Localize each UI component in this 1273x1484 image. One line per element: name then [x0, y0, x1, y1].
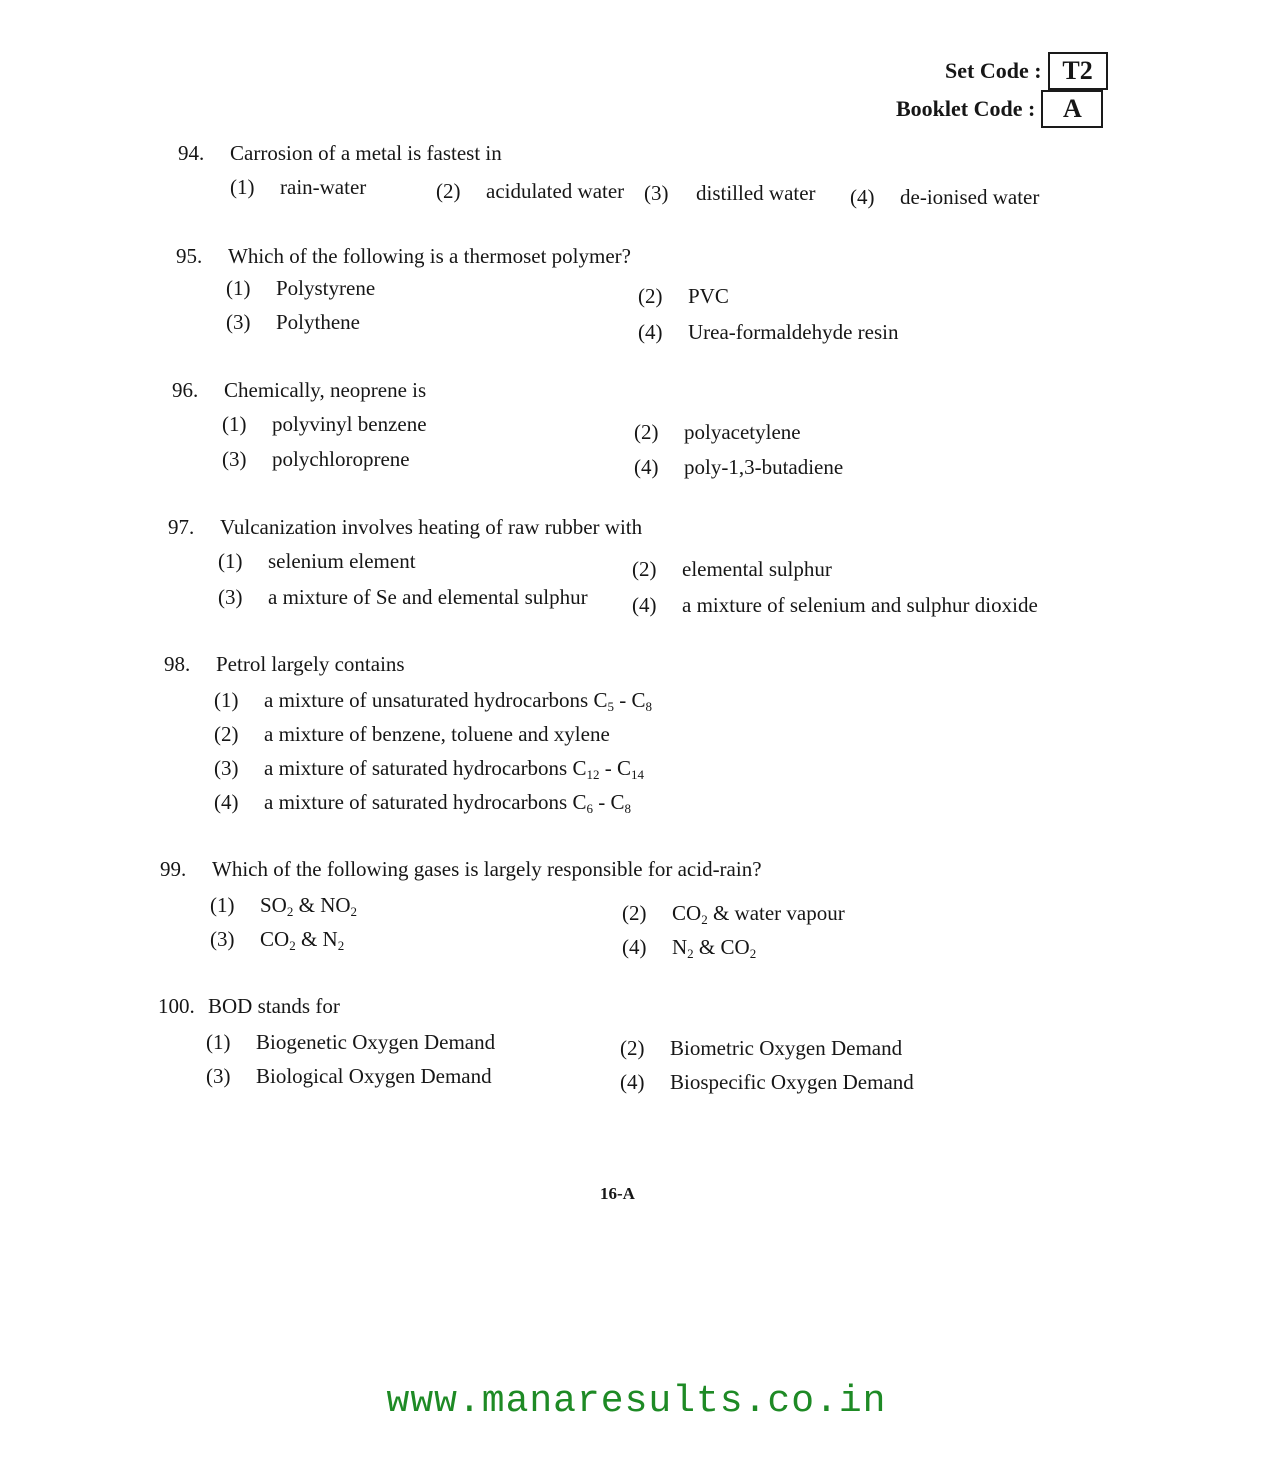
subscript: 14	[631, 767, 644, 782]
option-text: rain-water	[280, 175, 367, 199]
option-text: a mixture of selenium and sulphur dioxide	[682, 593, 1038, 617]
set-code-label: Set Code :	[945, 58, 1042, 83]
subscript: 2	[350, 904, 358, 919]
subscript: 8	[645, 699, 652, 714]
subscript: 5	[607, 699, 614, 714]
option-text: polyacetylene	[684, 420, 801, 444]
page-number: 16-A	[600, 1184, 635, 1203]
option-text: Polythene	[276, 310, 360, 334]
option-number: (3)	[218, 585, 243, 609]
option-text: distilled water	[696, 181, 816, 205]
option-number: (4)	[638, 320, 663, 344]
formula-text: & N	[295, 927, 338, 951]
option-number: (4)	[850, 185, 875, 209]
option-number: (2)	[622, 901, 647, 925]
question-text: Petrol largely contains	[216, 652, 405, 676]
option-number: (4)	[214, 790, 239, 814]
option-text: poly-1,3-butadiene	[684, 455, 844, 479]
option-text: a mixture of Se and elemental sulphur	[268, 585, 588, 609]
subscript: 6	[586, 801, 593, 816]
option-text: elemental sulphur	[682, 557, 832, 581]
option-text: Biological Oxygen Demand	[256, 1064, 492, 1088]
formula-text: & water vapour	[707, 901, 845, 925]
formula-text: a mixture of saturated hydrocarbons C	[264, 790, 587, 814]
option-number: (4)	[634, 455, 659, 479]
option-text	[260, 926, 344, 952]
question-99	[160, 856, 1060, 966]
option-number: (3)	[210, 927, 235, 951]
question-text: Which of the following is a thermoset polymer?	[228, 244, 631, 268]
question-number: 95.	[176, 244, 203, 268]
option-number: (1)	[210, 893, 235, 917]
option-text: de-ionised water	[900, 185, 1040, 209]
option-text: Biogenetic Oxygen Demand	[256, 1030, 496, 1054]
option-text	[672, 934, 756, 960]
subscript: 2	[337, 938, 345, 953]
option-text	[264, 687, 652, 713]
option-text: Polystyrene	[276, 276, 376, 300]
question-96	[172, 377, 1072, 487]
option-number: (2)	[436, 179, 461, 203]
option-text	[260, 892, 357, 918]
option-text: polychloroprene	[272, 447, 410, 471]
question-97	[168, 514, 1128, 624]
option-number: (2)	[632, 557, 657, 581]
subscript: 2	[749, 946, 757, 961]
question-number: 96.	[172, 378, 199, 402]
option-number: (2)	[620, 1036, 645, 1060]
option-text: Biometric Oxygen Demand	[670, 1036, 903, 1060]
subscript: 2	[701, 912, 708, 927]
question-number: 98.	[164, 652, 191, 676]
question-text: Carrosion of a metal is fastest in	[230, 141, 502, 165]
option-text: acidulated water	[486, 179, 625, 203]
formula-text: - C	[614, 688, 646, 712]
option-text: PVC	[688, 284, 729, 308]
question-number: 100.	[158, 994, 195, 1018]
option-number: (1)	[214, 688, 239, 712]
question-text: BOD stands for	[208, 994, 340, 1018]
option-number: (4)	[620, 1070, 645, 1094]
option-text: Urea-formaldehyde resin	[688, 320, 899, 344]
formula-text: N	[672, 935, 688, 959]
subscript: 8	[624, 801, 631, 816]
option-number: (3)	[214, 756, 239, 780]
formula-text: CO	[672, 901, 702, 925]
question-95	[176, 243, 1076, 353]
formula-text: - C	[593, 790, 625, 814]
question-number: 97.	[168, 515, 195, 539]
option-text: Biospecific Oxygen Demand	[670, 1070, 914, 1094]
option-text	[672, 900, 845, 926]
set-code-value: T2	[1048, 52, 1108, 90]
formula-text: SO	[260, 893, 287, 917]
question-94	[178, 140, 1138, 210]
question-text: Vulcanization involves heating of raw rubber with	[220, 515, 643, 539]
subscript: 2	[286, 904, 294, 919]
option-text: a mixture of benzene, toluene and xylene	[264, 722, 610, 746]
option-text	[264, 755, 644, 781]
subscript: 2	[289, 938, 296, 953]
option-number: (1)	[218, 549, 243, 573]
option-text: polyvinyl benzene	[272, 412, 427, 436]
option-number: (1)	[226, 276, 251, 300]
option-number: (3)	[206, 1064, 231, 1088]
set-code	[945, 52, 1108, 90]
option-text: selenium element	[268, 549, 416, 573]
question-number: 99.	[160, 857, 187, 881]
booklet-code	[896, 90, 1103, 128]
option-number: (2)	[214, 722, 239, 746]
formula-text: - C	[599, 756, 631, 780]
option-number: (2)	[638, 284, 663, 308]
option-number: (1)	[230, 175, 255, 199]
formula-text: CO	[260, 927, 290, 951]
option-number: (1)	[206, 1030, 231, 1054]
option-number: (3)	[226, 310, 251, 334]
subscript: 2	[687, 946, 694, 961]
booklet-code-label: Booklet Code :	[896, 96, 1036, 121]
formula-text: & CO	[693, 935, 750, 959]
option-number: (3)	[644, 181, 669, 205]
option-number: (4)	[632, 593, 657, 617]
watermark-url[interactable]: www.manaresults.co.in	[386, 1380, 887, 1423]
question-number: 94.	[178, 141, 205, 165]
question-100	[158, 993, 1058, 1103]
question-98	[164, 651, 864, 831]
option-text	[264, 789, 631, 815]
formula-text: & NO	[293, 893, 351, 917]
option-number: (3)	[222, 447, 247, 471]
option-number: (4)	[622, 935, 647, 959]
option-number: (2)	[634, 420, 659, 444]
subscript: 12	[586, 767, 600, 782]
booklet-code-value: A	[1041, 90, 1103, 128]
question-text: Which of the following gases is largely responsible for acid-rain?	[212, 857, 762, 881]
question-text: Chemically, neoprene is	[224, 378, 427, 402]
option-number: (1)	[222, 412, 247, 436]
formula-text: a mixture of saturated hydrocarbons C	[264, 756, 587, 780]
formula-text: a mixture of unsaturated hydrocarbons C	[264, 688, 608, 712]
